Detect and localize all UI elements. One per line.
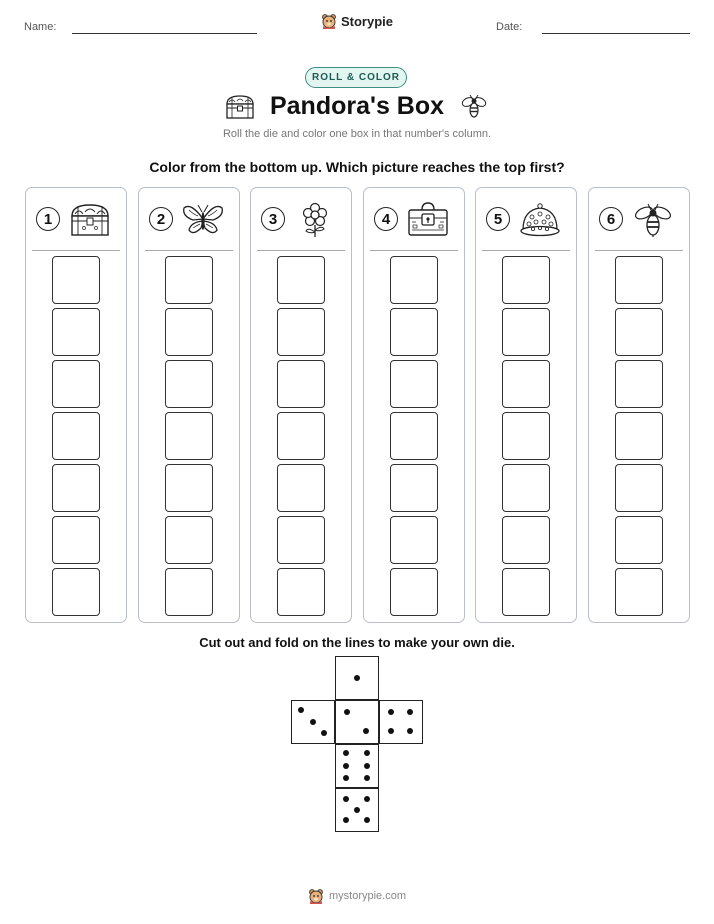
bear-mascot-icon (308, 888, 324, 904)
color-box[interactable] (390, 308, 438, 356)
color-box[interactable] (390, 412, 438, 460)
column-6 (588, 187, 690, 623)
color-box[interactable] (277, 360, 325, 408)
color-box[interactable] (390, 360, 438, 408)
jeweled-crown-icon (518, 202, 562, 238)
column-5 (475, 187, 577, 623)
color-box[interactable] (277, 308, 325, 356)
date-line[interactable] (542, 33, 690, 34)
color-box[interactable] (390, 516, 438, 564)
flower-icon (293, 202, 337, 238)
color-box[interactable] (52, 256, 100, 304)
color-box[interactable] (615, 360, 663, 408)
color-box[interactable] (502, 360, 550, 408)
bee-icon (458, 93, 490, 121)
color-box[interactable] (615, 464, 663, 512)
die-pip (364, 763, 370, 769)
die-face-1 (335, 656, 379, 700)
footer-site: mystorypie.com (328, 890, 407, 902)
column-header (476, 202, 576, 240)
color-box[interactable] (52, 516, 100, 564)
die-pip (343, 750, 349, 756)
locked-box-icon (406, 202, 450, 238)
butterfly-icon (181, 202, 225, 238)
column-divider (257, 250, 345, 251)
die-pip (343, 796, 349, 802)
color-box[interactable] (615, 256, 663, 304)
die-face-2 (335, 700, 379, 744)
title-row (0, 92, 714, 121)
die-face-5 (335, 788, 379, 832)
die-face-4 (379, 700, 423, 744)
color-box[interactable] (615, 412, 663, 460)
die-pip (343, 775, 349, 781)
column-2 (138, 187, 240, 623)
die-face-6 (335, 744, 379, 788)
treasure-chest-icon (68, 202, 112, 238)
die-pip (388, 728, 394, 734)
color-box[interactable] (52, 308, 100, 356)
color-box[interactable] (390, 464, 438, 512)
page-title: Pandora's Box (269, 92, 445, 120)
die-face-3 (291, 700, 335, 744)
column-header (251, 202, 351, 240)
die-pip (354, 675, 360, 681)
die-pip (364, 750, 370, 756)
column-header (589, 202, 689, 240)
die-pip (364, 775, 370, 781)
die-pip (310, 719, 316, 725)
color-box[interactable] (390, 568, 438, 616)
color-box[interactable] (502, 516, 550, 564)
column-divider (482, 250, 570, 251)
brand-name: Storypie (340, 13, 393, 29)
color-box[interactable] (165, 256, 213, 304)
instruction: Color from the bottom up. Which picture reaches the top first? (149, 159, 565, 175)
color-box[interactable] (52, 464, 100, 512)
die-pip (343, 763, 349, 769)
name-label: Name: (24, 21, 57, 33)
column-divider (145, 250, 233, 251)
die-pip (388, 709, 394, 715)
color-box[interactable] (165, 412, 213, 460)
column-header (364, 202, 464, 240)
die-instruction: Cut out and fold on the lines to make your own die. (199, 635, 515, 650)
color-box[interactable] (502, 308, 550, 356)
color-box[interactable] (165, 464, 213, 512)
date-label: Date: (496, 21, 523, 33)
column-4 (363, 187, 465, 623)
color-box[interactable] (165, 568, 213, 616)
die-pip (354, 807, 360, 813)
name-line[interactable] (72, 33, 257, 34)
column-number: 6 (599, 207, 623, 231)
footer (0, 888, 714, 904)
column-number: 4 (374, 207, 398, 231)
column-divider (595, 250, 683, 251)
die-pip (298, 707, 304, 713)
column-number: 3 (261, 207, 285, 231)
color-box[interactable] (502, 412, 550, 460)
die-pip (364, 817, 370, 823)
color-box[interactable] (277, 412, 325, 460)
column-divider (32, 250, 120, 251)
color-box[interactable] (615, 516, 663, 564)
color-box[interactable] (165, 360, 213, 408)
column-number: 5 (486, 207, 510, 231)
color-box[interactable] (615, 308, 663, 356)
die-pip (363, 728, 369, 734)
column-number: 1 (36, 207, 60, 231)
color-box[interactable] (165, 308, 213, 356)
column-header (139, 202, 239, 240)
roll-and-color-tag: ROLL & COLOR (305, 67, 407, 88)
die-pip (407, 728, 413, 734)
die-pip (364, 796, 370, 802)
column-3 (250, 187, 352, 623)
color-box[interactable] (502, 464, 550, 512)
brand-logo (0, 13, 714, 29)
column-divider (370, 250, 458, 251)
color-box[interactable] (277, 464, 325, 512)
treasure-chest-icon (224, 93, 256, 121)
bee-icon (631, 202, 675, 238)
die-pip (344, 709, 350, 715)
subtitle: Roll the die and color one box in that number's column. (222, 128, 492, 140)
color-box[interactable] (165, 516, 213, 564)
color-box[interactable] (502, 568, 550, 616)
die-pip (321, 730, 327, 736)
color-box[interactable] (390, 256, 438, 304)
color-box[interactable] (277, 256, 325, 304)
column-header (26, 202, 126, 240)
color-box[interactable] (277, 516, 325, 564)
color-box[interactable] (52, 360, 100, 408)
color-box[interactable] (615, 568, 663, 616)
column-number: 2 (149, 207, 173, 231)
color-box[interactable] (52, 412, 100, 460)
bear-mascot-icon (321, 13, 337, 29)
color-box[interactable] (502, 256, 550, 304)
die-pip (343, 817, 349, 823)
die-pip (407, 709, 413, 715)
column-1 (25, 187, 127, 623)
color-box[interactable] (277, 568, 325, 616)
color-box[interactable] (52, 568, 100, 616)
